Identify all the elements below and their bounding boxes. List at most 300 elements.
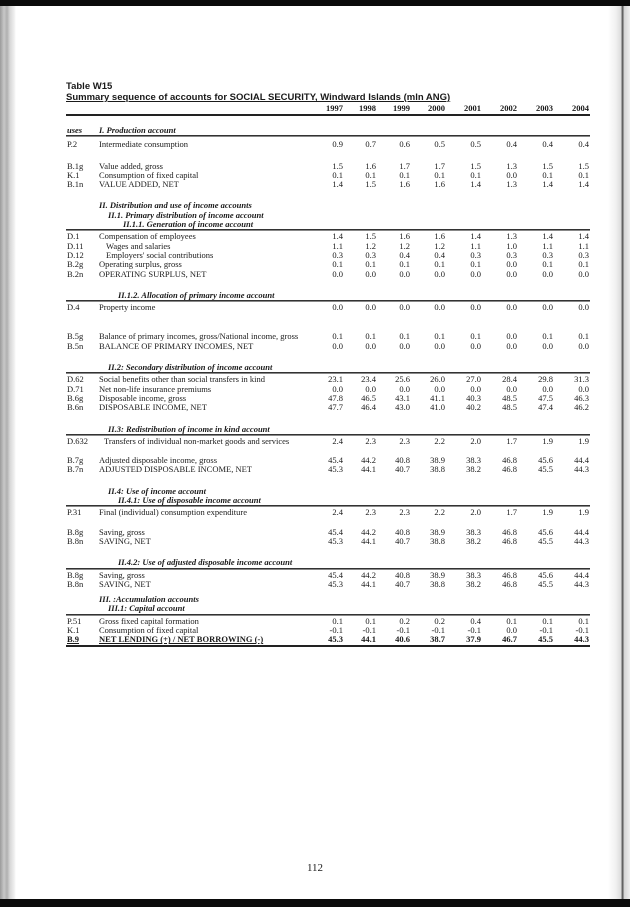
row-code: B.7g	[67, 455, 84, 466]
page-binding-edge	[0, 6, 16, 899]
cell: 1.7	[506, 435, 517, 446]
cell: 1.4	[542, 231, 553, 242]
cell: 1.7	[399, 160, 410, 171]
row-label: Consumption of fixed capital	[99, 169, 199, 180]
cell: 2.0	[470, 435, 481, 446]
cell: 0.0	[506, 624, 517, 635]
cell: -0.1	[329, 624, 343, 635]
row-label: Adjusted disposable income, gross	[99, 455, 218, 466]
cell: 0.9	[332, 139, 343, 150]
cell: 1.5	[542, 160, 553, 171]
cell: 1.7	[434, 160, 445, 171]
cell: 46.8	[502, 535, 517, 546]
cell: 44.3	[574, 535, 589, 546]
cell: 0.1	[434, 259, 445, 270]
cell: 1.9	[578, 435, 589, 446]
cell: 38.7	[430, 634, 445, 645]
cell: 47.5	[538, 392, 553, 403]
cell: 0.0	[470, 268, 481, 279]
table-row-d632	[66, 437, 590, 446]
cell: 40.7	[395, 578, 410, 589]
cell: 44.3	[574, 578, 589, 589]
cell: 1.2	[434, 240, 445, 251]
table-row-b2n	[66, 270, 590, 279]
cell: 1.5	[470, 160, 481, 171]
cell: 38.2	[466, 535, 481, 546]
cell: 0.0	[434, 383, 445, 394]
cell: 1.3	[506, 160, 517, 171]
row-label: Balance of primary incomes, gross/National income, gross	[99, 331, 299, 342]
row-label: Gross fixed capital formation	[99, 615, 199, 626]
row-code: B.8g	[67, 526, 84, 537]
cell: 0.1	[470, 169, 481, 180]
section-title: II.1. Primary distribution of income account	[108, 209, 264, 220]
cell: 38.9	[430, 455, 445, 466]
cell: 38.8	[430, 464, 445, 475]
row-label: Transfers of individual non-market goods and services	[104, 435, 290, 446]
cell: -0.1	[431, 624, 445, 635]
cell: 0.6	[399, 139, 410, 150]
cell: 0.0	[399, 383, 410, 394]
cell: 44.2	[361, 569, 376, 580]
cell: -0.1	[539, 624, 553, 635]
cell: 0.0	[506, 259, 517, 270]
cell: 46.5	[361, 392, 376, 403]
cell: 0.4	[434, 249, 445, 260]
cell: 1.4	[578, 179, 589, 190]
year-header: 2000	[428, 103, 445, 113]
cell: 0.3	[542, 249, 553, 260]
cell: 0.1	[506, 615, 517, 626]
row-label: Wages and salaries	[106, 240, 171, 251]
row-code: B.9	[67, 634, 80, 645]
table-row-b9-net-lending	[66, 635, 590, 646]
cell: 0.1	[470, 331, 481, 342]
cell: 41.0	[430, 402, 445, 413]
page-right-edge-shadow	[608, 6, 630, 899]
cell: 1.2	[365, 240, 376, 251]
cell: 48.5	[502, 392, 517, 403]
table-row-b7n	[66, 465, 590, 474]
cell: 45.4	[328, 526, 343, 537]
cell: 45.5	[538, 464, 553, 475]
cell: 2.2	[434, 435, 445, 446]
section-header-capital-account	[66, 604, 590, 614]
cell: 43.1	[395, 392, 410, 403]
page-number: 112	[306, 862, 324, 874]
cell: 40.6	[395, 634, 410, 645]
cell: 0.3	[506, 249, 517, 260]
cell: 1.0	[506, 240, 517, 251]
cell: 0.1	[578, 615, 589, 626]
year-header: 1998	[359, 103, 376, 113]
cell: 0.1	[578, 331, 589, 342]
cell: 0.3	[365, 249, 376, 260]
cell: 0.0	[399, 268, 410, 279]
cell: 45.6	[538, 526, 553, 537]
cell: 1.1	[332, 240, 343, 251]
cell: 45.5	[538, 634, 553, 645]
cell: 1.2	[399, 240, 410, 251]
row-code: B.1g	[67, 160, 84, 171]
row-label: Compensation of employees	[99, 231, 196, 242]
cell: 23.4	[361, 374, 376, 385]
cell: 0.1	[542, 259, 553, 270]
cell: 0.0	[365, 302, 376, 313]
row-code: B.2g	[67, 259, 84, 270]
cell: -0.1	[362, 624, 376, 635]
row-code: D.71	[67, 383, 84, 394]
cell: 47.4	[538, 402, 553, 413]
table-row-d4	[66, 303, 590, 312]
cell: 38.3	[466, 455, 481, 466]
cell: 1.9	[578, 507, 589, 518]
cell: 44.1	[361, 464, 376, 475]
cell: 44.4	[574, 526, 589, 537]
cell: 40.8	[395, 455, 410, 466]
cell: 0.1	[365, 169, 376, 180]
section-header-secondary-distribution	[66, 363, 590, 373]
year-header: 2003	[536, 103, 553, 113]
row-code: B.2n	[67, 268, 84, 279]
cell: 38.2	[466, 464, 481, 475]
cell: 0.0	[506, 268, 517, 279]
year-header: 1997	[326, 103, 343, 113]
cell: 37.9	[466, 634, 481, 645]
cell: 45.4	[328, 569, 343, 580]
cell: 44.3	[574, 634, 589, 645]
cell: 40.8	[395, 569, 410, 580]
cell: 2.3	[365, 435, 376, 446]
cell: 0.0	[399, 302, 410, 313]
row-label: OPERATING SURPLUS, NET	[99, 268, 207, 279]
cell: 40.3	[466, 392, 481, 403]
cell: 0.0	[578, 383, 589, 394]
cell: 0.1	[332, 169, 343, 180]
cell: 2.3	[399, 507, 410, 518]
row-code: B.5n	[67, 340, 84, 351]
cell: -0.1	[467, 624, 481, 635]
cell: 45.6	[538, 569, 553, 580]
year-header-row	[66, 103, 590, 116]
cell: 0.0	[506, 383, 517, 394]
cell: 46.3	[574, 392, 589, 403]
row-code: D.62	[67, 374, 84, 385]
cell: 38.8	[430, 578, 445, 589]
year-header: 2001	[464, 103, 481, 113]
row-label: Saving, gross	[99, 526, 145, 537]
cell: -0.1	[575, 624, 589, 635]
row-label: Property income	[99, 302, 156, 313]
cell: 0.1	[399, 259, 410, 270]
cell: 0.4	[470, 615, 481, 626]
cell: 46.8	[502, 464, 517, 475]
table-row-b8n	[66, 580, 590, 589]
cell: 45.3	[328, 535, 343, 546]
cell: 0.0	[332, 383, 343, 394]
cell: 0.0	[506, 169, 517, 180]
row-label: Consumption of fixed capital	[99, 624, 199, 635]
cell: 46.8	[502, 578, 517, 589]
cell: 0.0	[365, 383, 376, 394]
cell: 0.0	[542, 340, 553, 351]
cell: 0.0	[506, 302, 517, 313]
cell: 23.1	[328, 374, 343, 385]
row-label: Value added, gross	[99, 160, 163, 171]
cell: 43.0	[395, 402, 410, 413]
row-code: B.6n	[67, 402, 84, 413]
cell: 0.0	[434, 268, 445, 279]
cell: 2.0	[470, 507, 481, 518]
cell: 0.0	[542, 383, 553, 394]
cell: 2.3	[399, 435, 410, 446]
cell: 0.1	[578, 259, 589, 270]
row-label: Social benefits other than social transfers in kind	[99, 374, 265, 385]
row-label: Saving, gross	[99, 569, 145, 580]
cell: 31.3	[574, 374, 589, 385]
cell: 27.0	[466, 374, 481, 385]
cell: 0.1	[332, 615, 343, 626]
cell: 38.2	[466, 578, 481, 589]
cell: 45.4	[328, 455, 343, 466]
cell: 44.4	[574, 455, 589, 466]
cell: 0.2	[434, 615, 445, 626]
cell: 0.3	[578, 249, 589, 260]
cell: 40.7	[395, 464, 410, 475]
cell: 1.1	[542, 240, 553, 251]
section-title: III. :Accumulation accounts	[99, 594, 199, 605]
section-header-generation-of-income	[66, 220, 590, 230]
cell: 45.5	[538, 578, 553, 589]
cell: 45.3	[328, 634, 343, 645]
cell: 48.5	[502, 402, 517, 413]
cell: 44.2	[361, 526, 376, 537]
cell: 0.0	[365, 268, 376, 279]
cell: 40.8	[395, 526, 410, 537]
cell: 0.0	[506, 340, 517, 351]
cell: 25.6	[395, 374, 410, 385]
cell: 44.1	[361, 578, 376, 589]
cell: 0.4	[578, 139, 589, 150]
row-code: K.1	[67, 169, 80, 180]
cell: 41.1	[430, 392, 445, 403]
cell: 1.1	[470, 240, 481, 251]
table-row-p2	[66, 140, 590, 149]
cell: 1.5	[578, 160, 589, 171]
cell: 1.4	[470, 179, 481, 190]
row-code: K.1	[67, 624, 80, 635]
table-w15	[66, 81, 590, 647]
cell: 44.3	[574, 464, 589, 475]
cell: 1.5	[332, 160, 343, 171]
row-label: Final (individual) consumption expenditure	[99, 507, 248, 518]
section-title: III.1: Capital account	[108, 603, 185, 614]
cell: 0.1	[365, 259, 376, 270]
row-code: B.1n	[67, 179, 84, 190]
cell: 2.3	[365, 507, 376, 518]
row-code: D.1	[67, 231, 80, 242]
row-code: P.2	[67, 139, 78, 150]
cell: 0.5	[434, 139, 445, 150]
cell: 29.8	[538, 374, 553, 385]
row-label: Operating surplus, gross	[99, 259, 182, 270]
cell: 1.5	[365, 179, 376, 190]
row-label: Net non-life insurance premiums	[99, 383, 212, 394]
cell: 45.6	[538, 455, 553, 466]
cell: 1.4	[332, 179, 343, 190]
table-title: Summary sequence of accounts for SOCIAL SECURITY, Windward Islands (mln ANG)	[66, 92, 451, 103]
row-code: B.7n	[67, 464, 84, 475]
section-title: II.2: Secondary distribution of income account	[108, 362, 273, 373]
cell: 46.2	[574, 402, 589, 413]
cell: 0.7	[365, 139, 376, 150]
cell: 0.3	[332, 249, 343, 260]
row-code: B.8g	[67, 569, 84, 580]
cell: 38.8	[430, 535, 445, 546]
cell: 0.4	[399, 249, 410, 260]
cell: 0.4	[506, 139, 517, 150]
section-title: I. Production account	[99, 125, 176, 135]
cell: 1.3	[506, 231, 517, 242]
row-code: B.6g	[67, 392, 84, 403]
cell: 1.5	[365, 231, 376, 242]
cell: 0.1	[365, 331, 376, 342]
table-row-b6n	[66, 403, 590, 412]
row-code: D.4	[67, 302, 80, 313]
cell: 40.7	[395, 535, 410, 546]
cell: 1.6	[399, 179, 410, 190]
cell: 0.1	[399, 169, 410, 180]
row-label: SAVING, NET	[99, 535, 151, 546]
year-header: 1999	[393, 103, 410, 113]
row-label: Employers' social contributions	[106, 249, 214, 260]
section-title: II.1.1. Generation of income account	[123, 219, 254, 230]
cell: 47.7	[328, 402, 343, 413]
section-header-use-of-disposable-income	[66, 496, 590, 506]
table-row-b8n	[66, 537, 590, 546]
cell: 2.4	[332, 435, 343, 446]
cell: 1.7	[506, 507, 517, 518]
cell: 2.2	[434, 507, 445, 518]
section-title: II.4: Use of income account	[108, 485, 206, 496]
row-code: B.8n	[67, 578, 84, 589]
table-row-b1n	[66, 180, 590, 189]
cell: 0.1	[332, 259, 343, 270]
year-header: 2002	[500, 103, 517, 113]
cell: 1.9	[542, 507, 553, 518]
cell: 0.0	[578, 268, 589, 279]
row-label: DISPOSABLE INCOME, NET	[99, 402, 207, 413]
table-row-b5n	[66, 342, 590, 351]
section-title: II.4.2: Use of adjusted disposable income account	[118, 557, 293, 568]
cell: 0.1	[434, 331, 445, 342]
section-header-use-of-adjusted-disposable-income	[66, 558, 590, 568]
cell: 0.1	[332, 331, 343, 342]
cell: 1.4	[470, 231, 481, 242]
cell: 38.9	[430, 569, 445, 580]
cell: 0.1	[542, 331, 553, 342]
document-page	[0, 6, 630, 899]
row-code: B.5g	[67, 331, 84, 342]
section-title: II.3: Redistribution of income in kind account	[108, 423, 270, 434]
section-title: II.4.1: Use of disposable income account	[118, 495, 261, 506]
table-id: Table W15	[66, 81, 113, 92]
section-header-production	[66, 126, 590, 136]
row-label: NET LENDING (+) / NET BORROWING (-)	[99, 634, 264, 645]
cell: 46.4	[361, 402, 376, 413]
cell: 0.5	[470, 139, 481, 150]
cell: 47.8	[328, 392, 343, 403]
cell: 0.0	[578, 302, 589, 313]
cell: 0.1	[434, 169, 445, 180]
cell: 1.1	[578, 240, 589, 251]
cell: 0.3	[470, 249, 481, 260]
cell: 1.6	[434, 231, 445, 242]
cell: 44.4	[574, 569, 589, 580]
section-header-redistribution-in-kind	[66, 425, 590, 435]
row-label: BALANCE OF PRIMARY INCOMES, NET	[99, 340, 254, 351]
cell: 28.4	[502, 374, 517, 385]
cell: 0.0	[332, 268, 343, 279]
section-title: II.1.2. Allocation of primary income account	[118, 289, 275, 300]
cell: 0.0	[434, 340, 445, 351]
row-label: VALUE ADDED, NET	[99, 179, 179, 190]
row-code: D.11	[67, 240, 84, 251]
cell: 0.0	[470, 383, 481, 394]
cell: 45.3	[328, 578, 343, 589]
cell: 0.4	[542, 139, 553, 150]
row-code: D.632	[67, 435, 89, 446]
cell: 44.1	[361, 634, 376, 645]
cell: 46.8	[502, 455, 517, 466]
row-label: SAVING, NET	[99, 578, 151, 589]
cell: 0.1	[542, 615, 553, 626]
row-label: Intermediate consumption	[99, 139, 188, 150]
row-code: P.31	[67, 507, 82, 518]
cell: 0.0	[332, 340, 343, 351]
section-header-allocation-primary-income	[66, 291, 590, 301]
cell: 46.8	[502, 569, 517, 580]
section-title: II. Distribution and use of income accounts	[99, 200, 252, 211]
cell: 0.2	[399, 615, 410, 626]
cell: 0.1	[578, 169, 589, 180]
cell: 1.6	[434, 179, 445, 190]
cell: 0.0	[399, 340, 410, 351]
cell: 0.0	[470, 340, 481, 351]
cell: 44.1	[361, 535, 376, 546]
cell: 46.7	[502, 634, 517, 645]
row-code: B.8n	[67, 535, 84, 546]
row-label: Disposable income, gross	[99, 392, 187, 403]
cell: 38.3	[466, 526, 481, 537]
cell: 45.5	[538, 535, 553, 546]
cell: 0.1	[365, 615, 376, 626]
year-header: 2004	[572, 103, 589, 113]
cell: 0.0	[365, 340, 376, 351]
cell: 1.3	[506, 179, 517, 190]
cell: 0.0	[542, 268, 553, 279]
cell: 1.9	[542, 435, 553, 446]
cell: 0.0	[578, 340, 589, 351]
cell: 46.8	[502, 526, 517, 537]
cell: 0.1	[399, 331, 410, 342]
cell: 0.0	[434, 302, 445, 313]
cell: 1.4	[332, 231, 343, 242]
cell: 0.0	[542, 302, 553, 313]
row-code: P.51	[67, 615, 82, 626]
cell: 38.9	[430, 526, 445, 537]
cell: 1.6	[399, 231, 410, 242]
